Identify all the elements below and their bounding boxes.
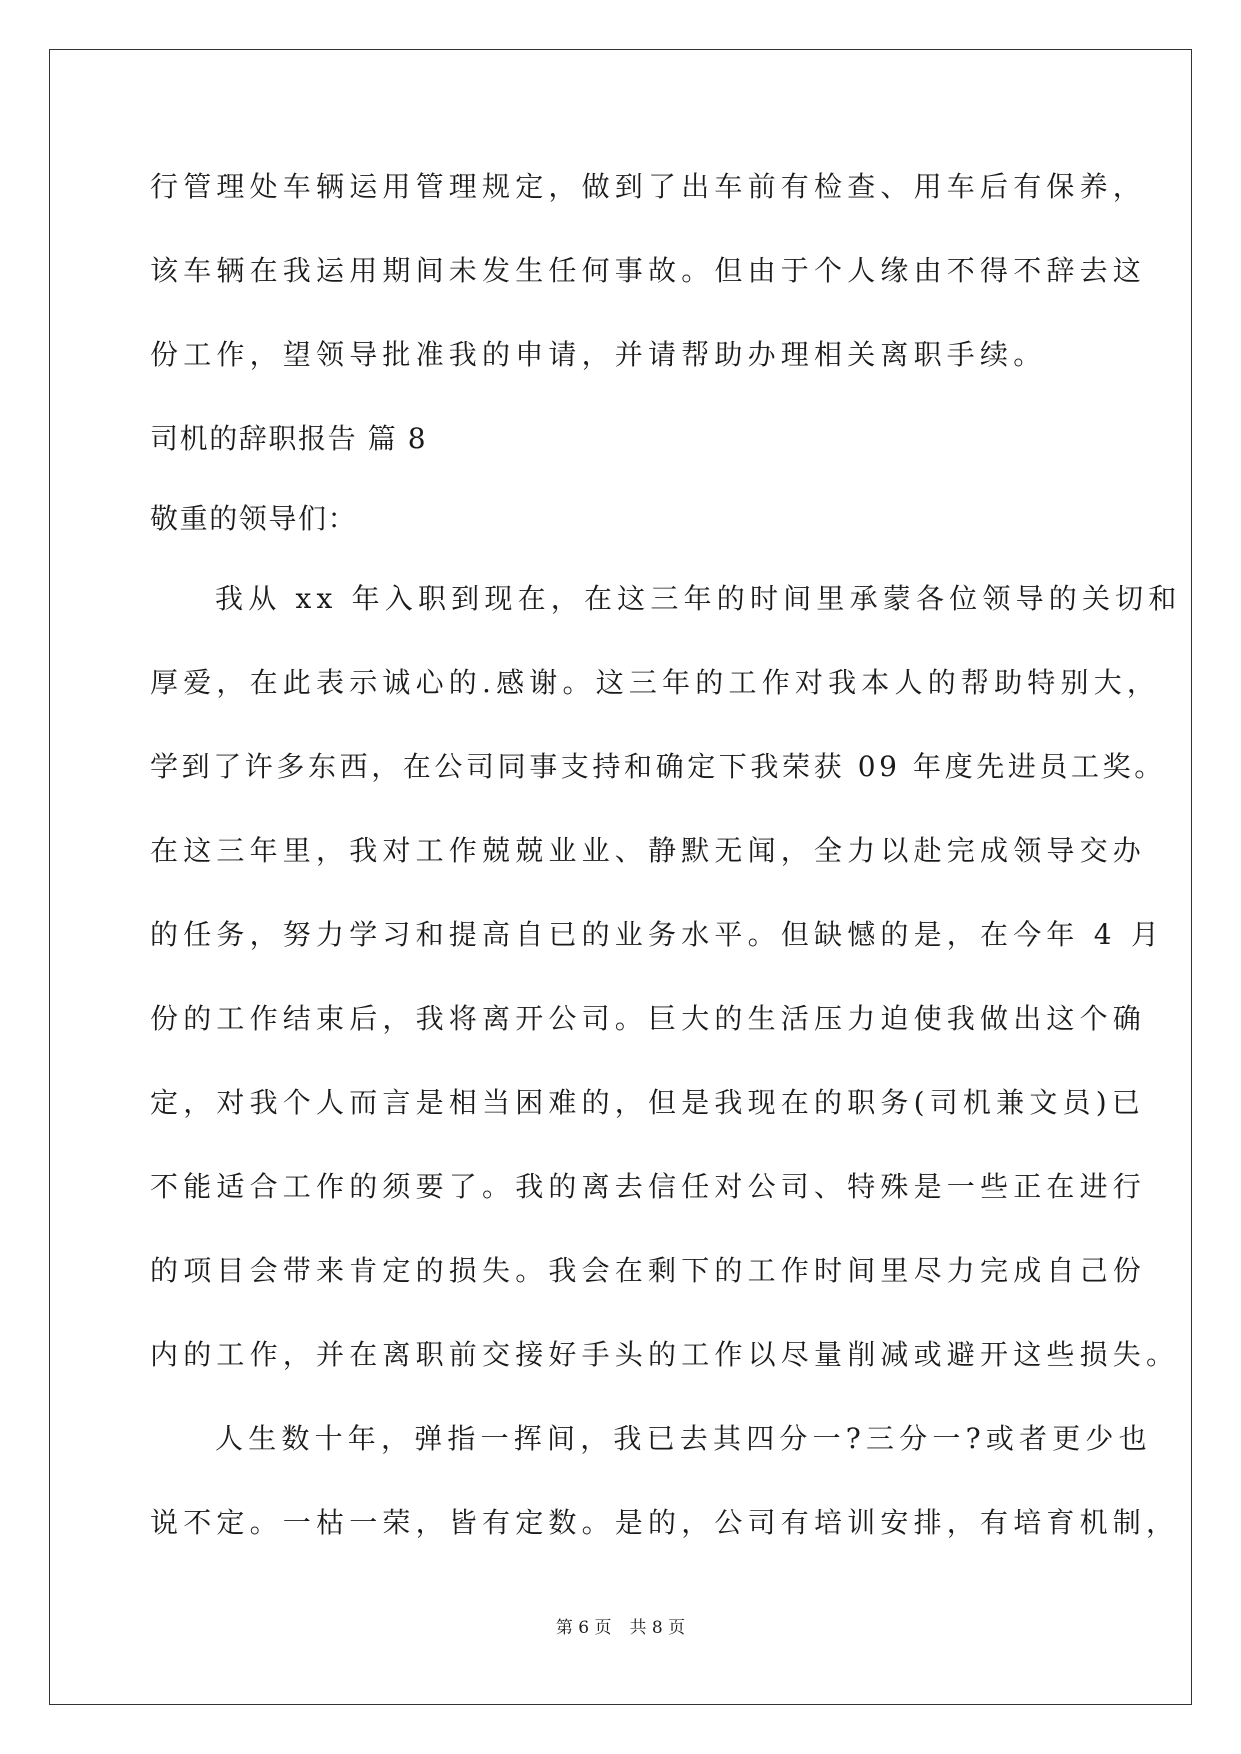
paragraph-line: 份工作，望领导批准我的申请，并请帮助办理相关离职手续。 [150, 338, 1047, 371]
page-footer [0, 1617, 1241, 1639]
salutation: 敬重的领导们： [150, 502, 358, 535]
current-page-number: 第 6 页 [555, 1618, 612, 1638]
paragraph-line: 不能适合工作的须要了。我的离去信任对公司、特殊是一些正在进行 [150, 1170, 1147, 1203]
paragraph-line: 人生数十年，弹指一挥间，我已去其四分一?三分一?或者更少也 [215, 1422, 1152, 1455]
paragraph-line: 的任务，努力学习和提高自已的业务水平。但缺憾的是，在今年 4 月 [150, 918, 1165, 951]
paragraph-line: 定，对我个人而言是相当困难的，但是我现在的职务(司机兼文员)已 [150, 1086, 1146, 1119]
total-page-count: 共 8 页 [629, 1618, 686, 1638]
paragraph-line: 行管理处车辆运用管理规定，做到了出车前有检查、用车后有保养， [150, 170, 1147, 203]
paragraph-line: 在这三年里，我对工作兢兢业业、静默无闻，全力以赴完成领导交办 [150, 834, 1147, 867]
paragraph-line: 说不定。一枯一荣，皆有定数。是的，公司有培训安排，有培育机制， [150, 1506, 1180, 1539]
paragraph-line: 内的工作，并在离职前交接好手头的工作以尽量削减或避开这些损失。 [150, 1338, 1180, 1371]
paragraph-line: 份的工作结束后，我将离开公司。巨大的生活压力迫使我做出这个确 [150, 1002, 1147, 1035]
paragraph-line: 该车辆在我运用期间未发生任何事故。但由于个人缘由不得不辞去这 [150, 254, 1147, 287]
paragraph-line: 我从 xx 年入职到现在，在这三年的时间里承蒙各位领导的关切和 [215, 582, 1182, 615]
paragraph-line: 的项目会带来肯定的损失。我会在剩下的工作时间里尽力完成自己份 [150, 1254, 1147, 1287]
document-body [150, 160, 1182, 1580]
paragraph-line: 学到了许多东西，在公司同事支持和确定下我荣获 09 年度先进员工奖。 [150, 750, 1166, 783]
paragraph-line: 厚爱，在此表示诚心的.感谢。这三年的工作对我本人的帮助特别大， [150, 666, 1161, 699]
section-heading: 司机的辞职报告 篇 8 [150, 422, 428, 455]
